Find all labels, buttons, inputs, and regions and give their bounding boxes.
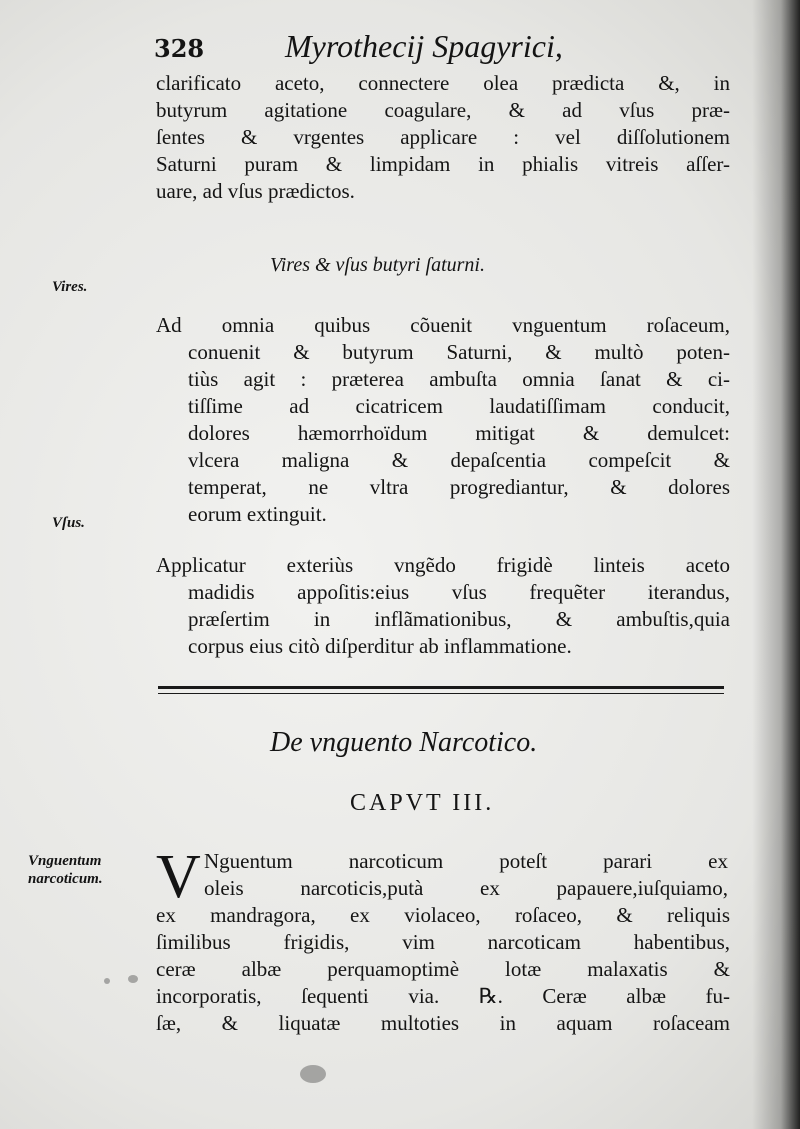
text-line: dolores hæmorrhoïdum mitigat & demulcet: <box>188 421 730 445</box>
paragraph-application <box>156 552 730 660</box>
text-line: clarificato aceto, connectere olea prædicta &, in <box>156 71 730 95</box>
section-rule-thin <box>158 693 724 694</box>
ink-smudge <box>128 975 138 983</box>
section-title: De vnguento Narcotico. <box>270 727 538 758</box>
text-line: Saturni puram & limpidam in phialis vitreis aſſer- <box>156 152 730 176</box>
text-line: ſentes & vrgentes applicare : vel diſſolutionem <box>156 125 730 149</box>
page-number: 328 <box>154 34 205 63</box>
text-line: ceræ albæ perquamoptimè lotæ malaxatis & <box>156 957 730 981</box>
ink-smudge <box>300 1065 326 1083</box>
text-line: Applicatur exteriùs vngẽdo frigidè linteis aceto <box>156 553 730 577</box>
text-line: vlcera maligna & depaſcentia compeſcit & <box>188 448 730 472</box>
margin-note-line: narcoticum. <box>28 871 103 887</box>
section-rule-thick <box>158 686 724 689</box>
paragraph-uses <box>156 312 730 528</box>
page-edge-shadow <box>752 0 800 1129</box>
text-line: madidis appoſitis:eius vſus frequẽter iterandus, <box>188 580 730 604</box>
page-header <box>150 26 730 68</box>
running-title: Myrothecij Spagyrici, <box>285 28 563 64</box>
text-line: Nguentum narcoticum poteſt parari ex <box>204 849 728 873</box>
text-line: ſimilibus frigidis, vim narcoticam habentibus, <box>156 930 730 954</box>
text-line: butyrum agitatione coagulare, & ad vſus præ- <box>156 98 730 122</box>
text-line: temperat, ne vltra progrediantur, & dolores <box>188 475 730 499</box>
chapter-heading: CAPVT III. <box>350 790 495 816</box>
text-line: oleis narcoticis,putà ex papauere,iuſquiamo, <box>204 876 728 900</box>
text-line: eorum extinguit. <box>188 502 327 526</box>
text-line: ex mandragora, ex violaceo, roſaceo, & reliquis <box>156 903 730 927</box>
margin-note-vires: Vires. <box>52 279 88 295</box>
text-line: ſæ, & liquatæ multoties in aquam roſaceam <box>156 1011 730 1035</box>
text-line: corpus eius citò diſperditur ab inflammatione. <box>188 634 572 658</box>
drop-cap: V <box>156 843 201 911</box>
text-line: uare, ad vſus prædictos. <box>156 179 355 203</box>
margin-note-vsus: Vſus. <box>52 515 85 531</box>
chapter-paragraph <box>156 902 730 1037</box>
chapter-paragraph-first-lines <box>204 848 728 902</box>
text-line: incorporatis, ſequenti via. ℞. Ceræ albæ fu- <box>156 984 730 1008</box>
paragraph-saturn-dissolution <box>156 70 730 205</box>
subheading-vires-vsus: Vires & vſus butyri ſaturni. <box>270 254 485 276</box>
text-line: tiùs agit : præterea ambuſta omnia ſanat & ci- <box>188 367 730 391</box>
text-line: tiſſime ad cicatricem laudatiſſimam conducit, <box>188 394 730 418</box>
text-line: conuenit & butyrum Saturni, & multò poten- <box>188 340 730 364</box>
ink-smudge <box>104 978 110 984</box>
margin-note-vnguentum-narcoticum <box>28 852 103 888</box>
margin-note-line: Vnguentum <box>28 853 102 869</box>
text-line: Ad omnia quibus cõuenit vnguentum roſaceum, <box>156 313 730 337</box>
text-line: præſertim in inflãmationibus, & ambuſtis,quia <box>188 607 730 631</box>
